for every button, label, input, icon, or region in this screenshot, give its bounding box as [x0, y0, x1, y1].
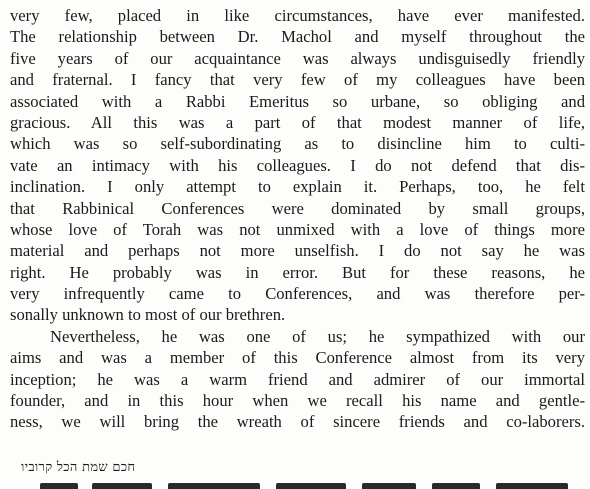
partial-glyphs	[40, 483, 78, 489]
partial-glyphs	[432, 483, 480, 489]
text-line: gracious. All this was a part of that modest manner of life,	[10, 112, 585, 132]
text-line: inclination. I only attempt to explain it. Perhaps, too, he felt	[10, 177, 585, 197]
partial-glyphs	[362, 483, 416, 489]
text-line: founder, and in this hour when we recall his name and gentle-	[10, 391, 585, 411]
text-line: associated with a Rabbi Emeritus so urbane, so obliging and	[10, 91, 585, 111]
cut-off-next-line	[40, 481, 570, 489]
text-line: vate an intimacy with his colleagues. I do not defend that dis-	[10, 155, 585, 175]
document-body	[10, 5, 585, 433]
partial-glyphs	[92, 483, 152, 489]
text-line: and fraternal. I fancy that very few of my colleagues have been	[10, 70, 585, 90]
text-line: ness, we will bring the wreath of sincere friends and co-laborers.	[10, 412, 585, 432]
partial-glyphs	[496, 483, 568, 489]
text-line: that Rabbinical Conferences were dominated by small groups,	[10, 198, 585, 218]
text-line: The relationship between Dr. Machol and myself throughout the	[10, 27, 585, 47]
text-line: five years of our acquaintance was always undisguisedly friendly	[10, 48, 585, 68]
text-line: sonally unknown to most of our brethren.	[10, 305, 286, 325]
text-line: Nevertheless, he was one of us; he sympathized with our	[50, 326, 585, 346]
text-line: very few, placed in like circumstances, have ever manifested.	[10, 6, 585, 25]
partial-glyphs	[168, 483, 260, 489]
text-line: whose love of Torah was not unmixed with a love of things more	[10, 219, 585, 239]
text-line: material and perhaps not more unselfish. I do not say he was	[10, 241, 585, 261]
text-line: right. He probably was in error. But for these reasons, he	[10, 262, 585, 282]
text-line: very infrequently came to Conferences, and was therefore per-	[10, 284, 585, 304]
text-line: which was so self-subordinating as to disincline him to culti-	[10, 134, 585, 154]
partial-glyphs	[276, 483, 346, 489]
hebrew-quotation: חכם שמת הכל קרוביו	[21, 460, 136, 475]
text-line: inception; he was a warm friend and admirer of our immortal	[10, 369, 585, 389]
text-line: aims and was a member of this Conference almost from its very	[10, 348, 585, 368]
